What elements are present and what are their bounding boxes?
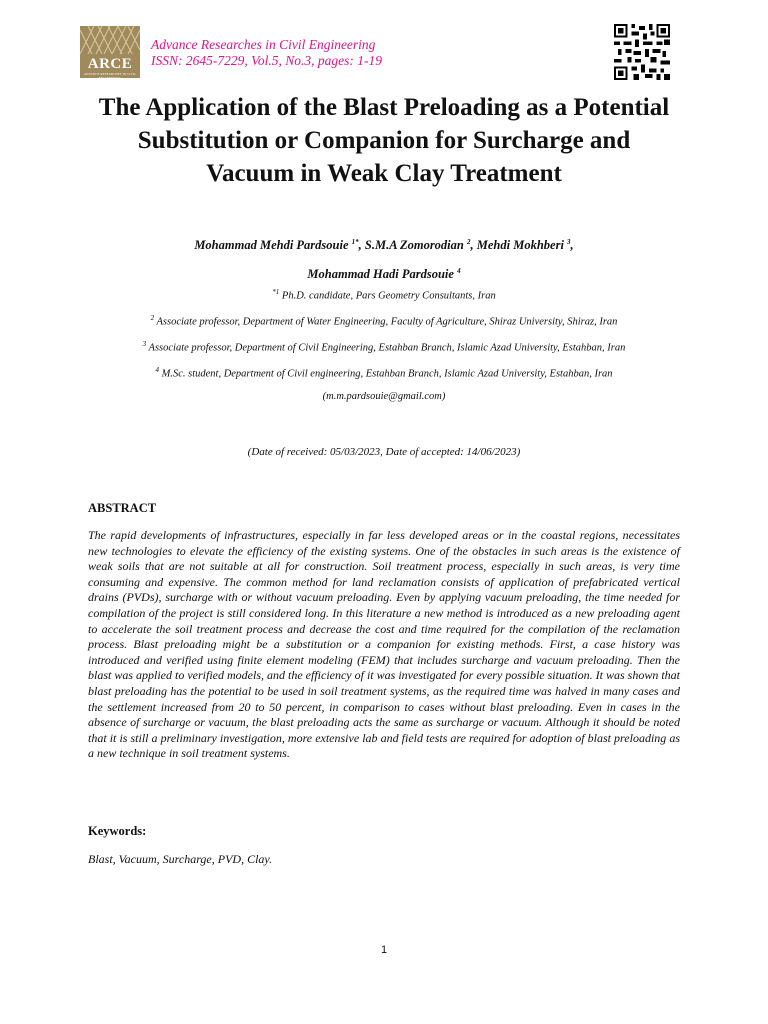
affiliation-text: Associate professor, Department of Water Engineering, Faculty of Agriculture, Shiraz University, Shiraz, Iran	[154, 316, 618, 328]
abstract-body: The rapid developments of infrastructures, especially in far less developed areas or in the coastal regions, necessitates new technologies to elevate the efficiency of the existing systems. One of the obstacles in such areas is the existence of weak soils that are not suitable at all for construction. Soil treatment process, especially in such areas, is very time consuming and expensive. The common method for land reclamation consists of application of prefabricated vertical drains (PVDs), surcharge with or without vacuum preloading. Even by applying vacuum preloading, the time needed for compilation of the project is still considered long. In this literature a new method is introduced as a new preloading agent to accelerate the soil treatment process and decrease the cost and time required for the compilation of the reclamation process. Blast preloading might be a substitution or a companion for existing methods. First, a case history was introduced and verified using finite element modeling (FEM) that includes surcharge and vacuum preloading. Then the blast was applied to verified models, and the efficiency of it was investigated for every possible situation. It was shown that blast preloading has the potential to be used in soil treatment systems, as the required time was halved in many cases and the settlement increased from 20 to 50 percent, in comparison to cases without blast preloading. Even in cases in the absence of surcharge or vacuum, the blast preloading acts the same as surcharge or vacuum. Although it should be noted that it is still a preliminary investigation, more extensive lab and field tests are required for adoption of blast preloading as a new technique in soil treatment systems.	[88, 528, 680, 761]
submission-dates: (Date of received: 05/03/2023, Date of accepted: 14/06/2023)	[247, 446, 521, 458]
keywords-list: Blast, Vacuum, Surcharge, PVD, Clay.	[88, 852, 273, 866]
title-line: Substitution or Companion for Surcharge and	[137, 127, 631, 154]
affiliation	[30, 340, 738, 354]
author-name: S.M.A Zomorodian	[364, 238, 467, 253]
title-line: Vacuum in Weak Clay Treatment	[206, 160, 562, 187]
qr-code-icon[interactable]	[614, 24, 670, 80]
affiliation-text: Associate professor, Department of Civil Engineering, Estahban Branch, Islamic Azad University, Estahban, Iran	[146, 342, 626, 354]
author-name: Mehdi Mokhberi	[476, 238, 568, 253]
affiliation-text: Ph.D. candidate, Pars Geometry Consultants, Iran	[279, 290, 496, 302]
page-number: 1	[380, 944, 388, 956]
author-email[interactable]: (m.m.pardsouie@gmail.com)	[322, 391, 446, 402]
abstract-heading: ABSTRACT	[88, 501, 157, 515]
affiliation-superscript: *1	[272, 288, 280, 296]
affiliation-superscript: 4	[155, 366, 159, 374]
affiliation-superscript: 2	[150, 314, 155, 322]
author-separator: ,	[358, 238, 365, 253]
keywords-heading: Keywords:	[88, 824, 147, 838]
logo-text: ARCE	[87, 56, 133, 72]
journal-logo	[80, 26, 140, 78]
affiliation	[30, 314, 738, 328]
affiliation	[30, 288, 738, 302]
author-superscript: 3	[567, 238, 571, 246]
author-superscript: 1*	[351, 238, 359, 246]
author-line-2	[60, 258, 708, 287]
author-line-1	[60, 229, 708, 258]
affiliation-superscript: 3	[142, 340, 147, 348]
author-separator: ,	[470, 238, 477, 253]
affiliation	[30, 366, 738, 380]
author-name: Mohammad Mehdi Pardsouie	[194, 238, 352, 253]
paper-title	[60, 91, 708, 190]
author-superscript: 4	[457, 267, 461, 276]
author-name: Mohammad Hadi Pardsouie	[307, 267, 458, 282]
author-separator: ,	[570, 238, 574, 253]
author-superscript: 2	[467, 238, 471, 246]
journal-header	[151, 37, 382, 69]
author-list	[60, 229, 708, 287]
affiliation-text: M.Sc. student, Department of Civil engineering, Estahban Branch, Islamic Azad University, Estahban, Iran	[158, 368, 613, 380]
journal-issue: ISSN: 2645-7229, Vol.5, No.3, pages: 1-19	[151, 53, 382, 68]
logo-subtext: ADVANCE RESEARCHES IN CIVIL ENGINEERING	[83, 72, 137, 78]
title-line: The Application of the Blast Preloading as a Potential	[98, 94, 670, 121]
journal-name[interactable]: Advance Researches in Civil Engineering	[151, 37, 376, 52]
